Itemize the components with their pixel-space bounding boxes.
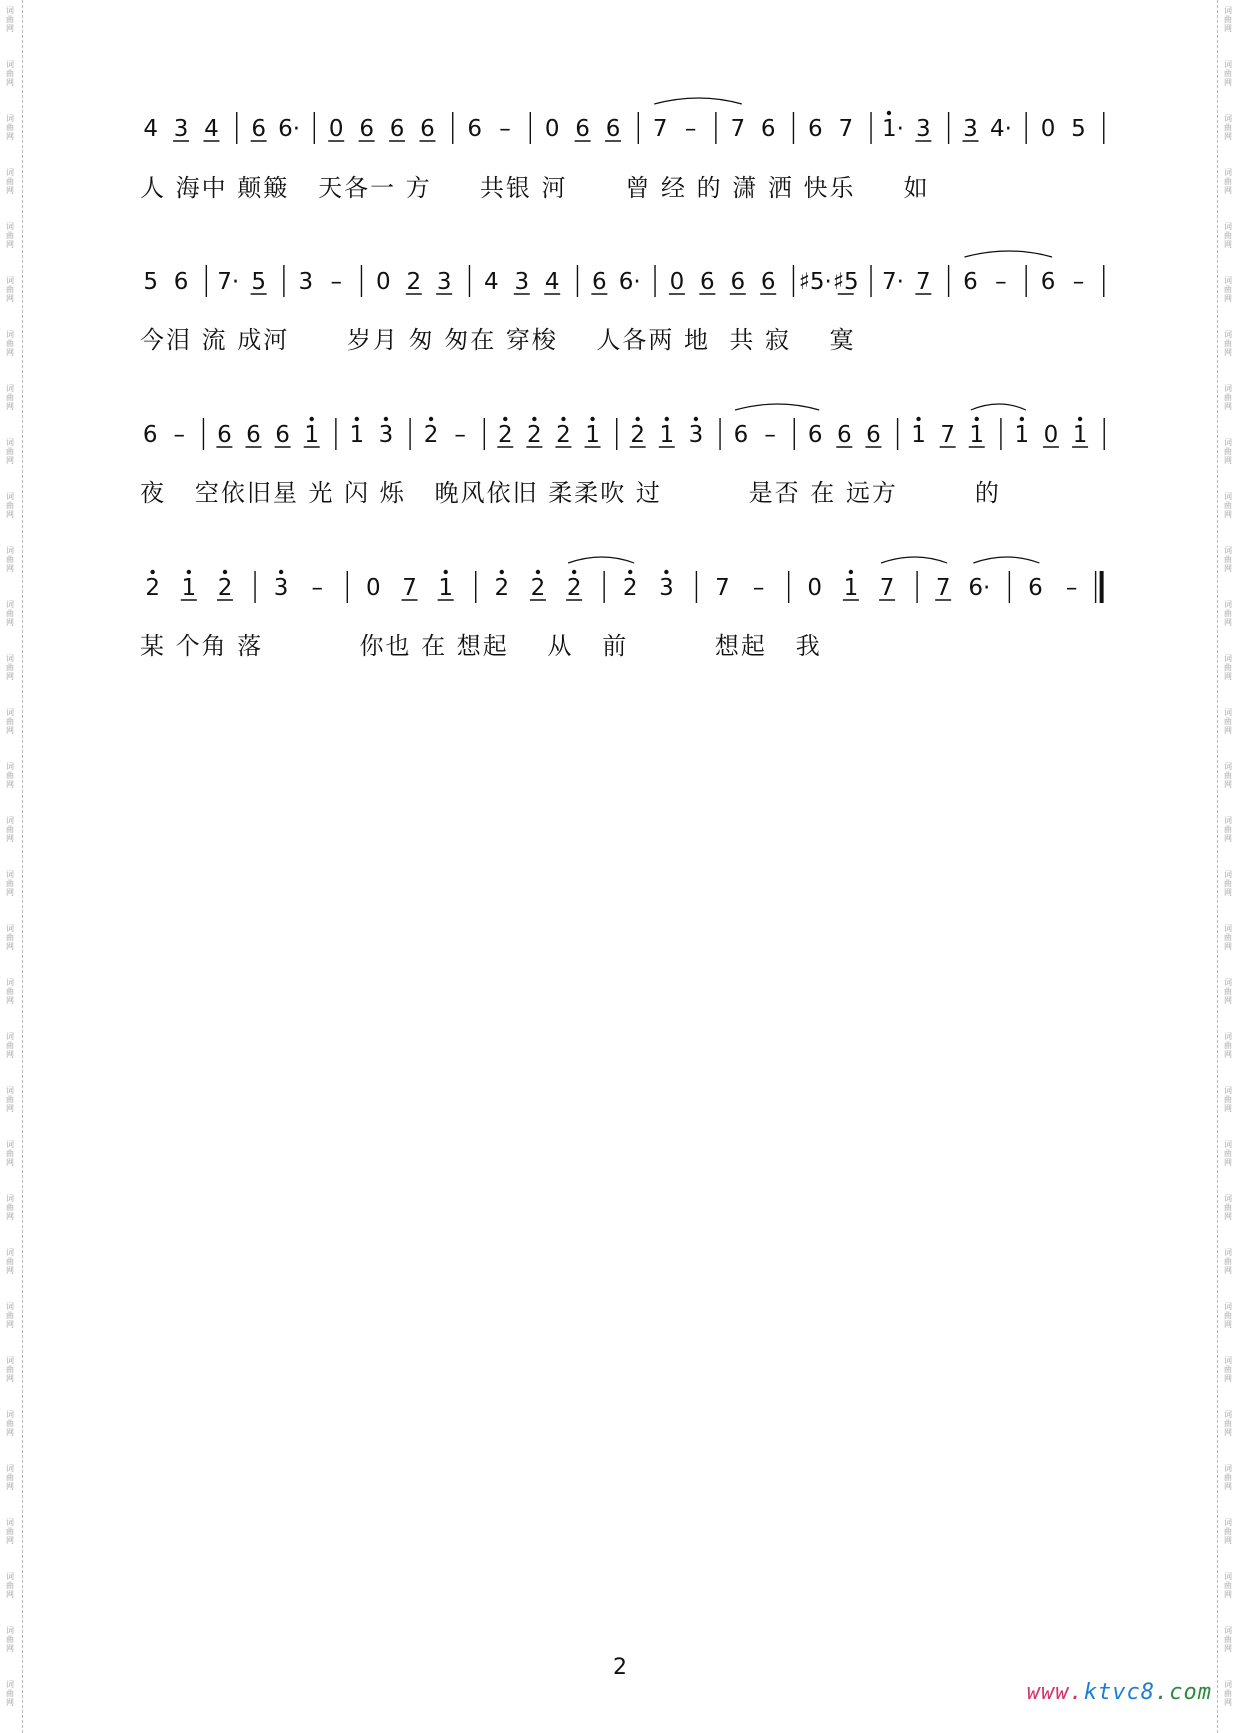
note-glyph: 7 [935,575,951,601]
margin-watermark-mark: 词 曲 网 [6,1194,14,1221]
margin-watermark-mark: 词 曲 网 [1224,654,1232,681]
tie-arc [973,557,1039,563]
margin-watermark-mark: 词 曲 网 [1224,816,1232,843]
margin-watermark-mark: 词 曲 网 [1224,1572,1232,1599]
note-glyph: 6 [1040,269,1056,295]
note-glyph: 0 [669,269,685,295]
note-glyph: 6 [275,422,290,448]
margin-watermark-mark: 词 曲 网 [6,1626,14,1653]
margin-watermark-mark: 词 曲 网 [6,222,14,249]
note-glyph: 2 [423,422,439,448]
octave-dot [664,570,668,574]
note-glyph: 3 [659,575,674,601]
note-glyph: 3 [298,269,314,295]
note-glyph: 6 [1028,575,1043,601]
note-glyph: 2 [406,269,422,295]
note-glyph: – [330,269,342,295]
octave-dot [532,417,536,421]
note-glyph: 6 [359,116,374,142]
note-glyph: 5 [143,269,158,295]
note-glyph: 2 [530,575,546,601]
note-glyph: 1 [349,422,365,448]
margin-watermark-mark: 词 曲 网 [1224,1626,1232,1653]
margin-watermark-mark: 词 曲 网 [1224,60,1232,87]
margin-watermark-mark: 词 曲 网 [6,1518,14,1545]
octave-dot [310,417,314,421]
note-glyph: 6 [173,269,189,295]
left-margin-watermark-strip [0,0,23,1733]
margin-watermark-mark: 词 曲 网 [6,978,14,1005]
note-glyph: 0 [1040,116,1056,142]
note-glyph: 3 [916,116,931,142]
margin-watermark-mark: 词 曲 网 [1224,978,1232,1005]
note-glyph: 6 [730,269,746,295]
note-glyph: ♯5 [832,269,859,295]
note-glyph: 4· [989,116,1012,142]
margin-watermark-mark: 词 曲 网 [6,114,14,141]
lyrics-line-4: 某 个角 落 你也 在 想起 从 前 想起 我 [140,632,822,660]
margin-watermark-mark: 词 曲 网 [6,654,14,681]
tie-arc [568,557,634,563]
margin-watermark-mark: 词 曲 网 [6,600,14,627]
margin-watermark-mark: 词 曲 网 [6,1464,14,1491]
note-glyph: – [1065,575,1078,601]
notation-svg [140,416,1120,456]
margin-watermark-mark: 词 曲 网 [1224,924,1232,951]
note-glyph: 6· [968,575,991,601]
note-glyph: 6 [592,269,607,295]
margin-watermark-mark: 词 曲 网 [6,1248,14,1275]
notation-row-1 [140,110,1120,146]
note-glyph: 1 [585,422,600,448]
margin-watermark-mark: 词 曲 网 [6,6,14,33]
margin-watermark-mark: 词 曲 网 [1224,1194,1232,1221]
note-glyph: 6· [618,269,641,295]
page-number: 2 [613,1655,627,1680]
note-glyph: 6 [837,422,852,448]
note-glyph: 6 [389,116,405,142]
note-glyph: 6 [760,269,776,295]
note-glyph: 3 [273,575,289,601]
note-glyph: 6 [420,116,435,142]
margin-watermark-mark: 词 曲 网 [6,330,14,357]
site-middle: ktvc8 [1083,1680,1156,1705]
margin-watermark-mark: 词 曲 网 [1224,384,1232,411]
note-glyph: 7 [879,575,895,601]
note-glyph: 6 [217,422,232,448]
note-glyph: 7· [881,269,904,295]
note-glyph: 4 [204,116,219,142]
margin-watermark-mark: 词 曲 网 [6,546,14,573]
octave-dot [503,417,507,421]
margin-watermark-mark: 词 曲 网 [1224,1086,1232,1113]
margin-watermark-mark: 词 曲 网 [6,870,14,897]
note-glyph: 7 [402,575,417,601]
note-glyph: 3 [436,269,452,295]
margin-watermark-mark: 词 曲 网 [1224,438,1232,465]
note-glyph: 4 [544,269,560,295]
note-glyph: 1 [659,422,675,448]
note-glyph: 6 [807,422,823,448]
site-suffix: .com [1155,1680,1212,1705]
margin-watermark-mark: 词 曲 网 [1224,1356,1232,1383]
octave-dot [223,570,227,574]
note-glyph: 6 [808,116,823,142]
octave-dot [355,417,359,421]
margin-watermark-mark: 词 曲 网 [1224,114,1232,141]
tie-arc [881,557,947,563]
margin-watermark-mark: 词 曲 网 [6,1680,14,1707]
note-glyph: 6 [142,422,158,448]
octave-dot [916,417,920,421]
octave-dot [635,417,639,421]
octave-dot [150,570,154,574]
octave-dot [975,417,979,421]
octave-dot [536,570,540,574]
lyrics-line-3: 夜 空依旧星 光 闪 烁 晚风依旧 柔柔吹 过 是否 在 远方 的 [140,479,1001,507]
octave-dot [628,570,632,574]
margin-watermark-mark: 词 曲 网 [6,384,14,411]
margin-watermark-mark: 词 曲 网 [6,1572,14,1599]
note-glyph: 6 [605,116,621,142]
note-glyph: 4 [484,269,499,295]
note-glyph: – [173,422,186,448]
notation-row-3 [140,416,1120,452]
note-glyph: 1 [969,422,985,448]
note-glyph: 7 [916,269,931,295]
octave-dot [500,570,504,574]
margin-watermark-mark: 词 曲 网 [1224,6,1232,33]
note-glyph: 6 [700,269,715,295]
margin-watermark-mark: 词 曲 网 [1224,546,1232,573]
note-glyph: 1 [1014,422,1030,448]
note-glyph: 1 [304,422,320,448]
margin-watermark-mark: 词 曲 网 [1224,1464,1232,1491]
octave-dot [444,570,448,574]
note-glyph: 0 [544,116,560,142]
note-glyph: – [311,575,324,601]
margin-watermark-mark: 词 曲 网 [1224,1410,1232,1437]
octave-dot [1020,417,1024,421]
margin-watermark-mark: 词 曲 网 [6,816,14,843]
margin-watermark-mark: 词 曲 网 [6,1356,14,1383]
note-glyph: 6 [760,116,776,142]
octave-dot [1078,417,1082,421]
note-glyph: 4 [143,116,158,142]
note-glyph: 6 [251,116,266,142]
octave-dot [572,570,576,574]
octave-dot [887,111,891,115]
note-glyph: 6 [963,269,978,295]
note-glyph: 2 [622,575,638,601]
note-glyph: 7 [652,116,668,142]
note-glyph: 2 [494,575,510,601]
note-glyph: 2 [566,575,582,601]
margin-watermark-mark: 词 曲 网 [1224,1140,1232,1167]
note-glyph: 3 [378,422,394,448]
margin-watermark-mark: 词 曲 网 [1224,1248,1232,1275]
lyrics-line-1: 人 海中 颠簸 天各一 方 共银 河 曾 经 的 潇 洒 快乐 如 [140,174,930,202]
note-glyph: 0 [366,575,381,601]
site-watermark-link [1027,1680,1212,1705]
margin-watermark-mark: 词 曲 网 [1224,222,1232,249]
note-glyph: 2 [217,575,233,601]
note-glyph: 3 [963,116,978,142]
margin-watermark-mark: 词 曲 网 [6,276,14,303]
note-glyph: 1 [1072,422,1088,448]
right-margin-watermark-strip [1217,0,1240,1733]
note-glyph: 6 [866,422,881,448]
margin-watermark-mark: 词 曲 网 [1224,276,1232,303]
note-glyph: 6 [733,422,749,448]
margin-watermark-mark: 词 曲 网 [6,1302,14,1329]
note-glyph: – [764,422,776,448]
site-prefix: www. [1026,1680,1084,1705]
octave-dot [849,570,853,574]
octave-dot [429,417,433,421]
margin-watermark-mark: 词 曲 网 [1224,168,1232,195]
margin-watermark-mark: 词 曲 网 [6,762,14,789]
tie-arc [735,404,819,410]
note-glyph: 3 [514,269,530,295]
margin-watermark-mark: 词 曲 网 [1224,1302,1232,1329]
octave-dot [279,570,283,574]
margin-watermark-mark: 词 曲 网 [6,438,14,465]
margin-watermark-mark: 词 曲 网 [6,60,14,87]
note-glyph: – [454,422,466,448]
tie-arc [654,98,742,104]
note-glyph: 3 [173,116,189,142]
note-glyph: 7 [838,116,854,142]
margin-watermark-mark: 词 曲 网 [6,708,14,735]
tie-arc [971,404,1026,410]
note-glyph: 1 [843,575,859,601]
note-glyph: 2 [556,422,571,448]
margin-watermark-mark: 词 曲 网 [6,168,14,195]
notation-svg [140,263,1120,303]
note-glyph: 0 [328,116,344,142]
note-glyph: ♯5· [798,269,832,295]
note-glyph: 6 [246,422,261,448]
octave-dot [694,417,698,421]
margin-watermark-mark: 词 曲 网 [6,1140,14,1167]
lyrics-line-2: 今泪 流 成河 岁月 匆 匆在 穿梭 人各两 地 共 寂 寞 [140,326,856,354]
note-glyph: 5 [251,269,266,295]
note-glyph: 7· [217,269,240,295]
note-glyph: 1 [438,575,454,601]
note-glyph: 6 [575,116,590,142]
margin-watermark-mark: 词 曲 网 [1224,762,1232,789]
margin-watermark-mark: 词 曲 网 [1224,330,1232,357]
notation-row-2 [140,263,1120,299]
margin-watermark-mark: 词 曲 网 [1224,1518,1232,1545]
note-glyph: 7 [715,575,730,601]
note-glyph: 7 [730,116,746,142]
notation-svg [140,110,1120,150]
octave-dot [187,570,191,574]
note-glyph: 0 [1043,422,1059,448]
margin-watermark-mark: 词 曲 网 [1224,708,1232,735]
note-glyph: – [752,575,765,601]
octave-dot [590,417,594,421]
note-glyph: 7 [940,422,955,448]
margin-watermark-mark: 词 曲 网 [6,1032,14,1059]
margin-watermark-mark: 词 曲 网 [6,924,14,951]
margin-watermark-mark: 词 曲 网 [6,1086,14,1113]
note-glyph: 5 [1071,116,1086,142]
note-glyph: 2 [145,575,160,601]
note-glyph: 0 [376,269,391,295]
note-glyph: – [995,269,1007,295]
margin-watermark-mark: 词 曲 网 [1224,600,1232,627]
note-glyph: 2 [630,422,646,448]
margin-watermark-mark: 词 曲 网 [6,492,14,519]
note-glyph: 2 [527,422,542,448]
note-glyph: – [684,116,697,142]
margin-watermark-mark: 词 曲 网 [1224,1032,1232,1059]
note-glyph: 0 [807,575,823,601]
note-glyph: – [1072,269,1085,295]
note-glyph: 6 [467,116,482,142]
note-glyph: 1· [881,116,904,142]
octave-dot [561,417,565,421]
octave-dot [665,417,669,421]
notation-row-4 [140,569,1120,605]
note-glyph: 2 [497,422,513,448]
octave-dot [384,417,388,421]
note-glyph: 1 [181,575,197,601]
note-glyph: 6· [278,116,301,142]
note-glyph: 3 [688,422,704,448]
margin-watermark-mark: 词 曲 网 [6,1410,14,1437]
margin-watermark-mark: 词 曲 网 [1224,1680,1232,1707]
margin-watermark-mark: 词 曲 网 [1224,870,1232,897]
notation-svg [140,569,1120,609]
note-glyph: 1 [911,422,926,448]
margin-watermark-mark: 词 曲 网 [1224,492,1232,519]
tie-arc [964,251,1052,257]
note-glyph: – [499,116,511,142]
